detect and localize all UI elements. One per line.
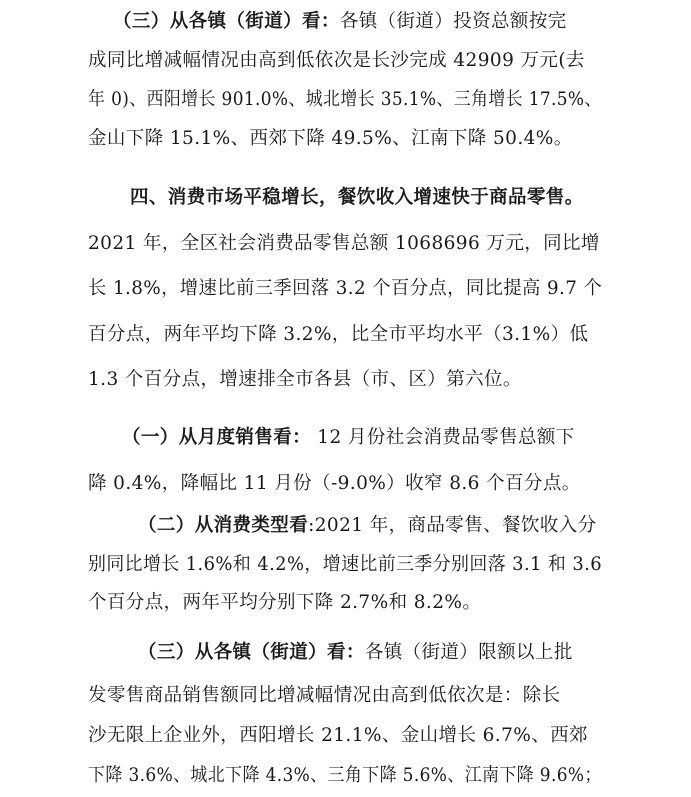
section-heading-4: 四、消费市场平稳增长，餐饮收入增速快于商品零售。 [130,187,584,208]
p6-heading: （三）从各镇（街道）看： [138,642,365,663]
p3-line-4: 1.3 个百分点，增速排全市各县（市、区）第六位。 [88,369,522,390]
p5-line-3: 个百分点，两年平均分别下降 2.7%和 8.2%。 [88,592,482,613]
p3-line-3: 百分点，两年平均下降 3.2%，比全市平均水平（3.1%）低 [88,324,589,345]
p1-line-3: 年 0)、西阳增长 901.0%、城北增长 35.1%、三角增长 17.5%、 [88,89,602,110]
p3-line-1: 2021 年，全区社会消费品零售总额 1068696 万元，同比增 [88,233,600,254]
p1-line-2: 成同比增减幅情况由高到低依次是长沙完成 42909 万元(去 [88,50,585,71]
p6-line-2: 发零售商品销售额同比增减幅情况由高到低依次是：除长 [88,685,561,706]
p6-line-3: 沙无限上企业外，西阳增长 21.1%、金山增长 6.7%、西郊 [88,725,588,746]
p1-line-4: 金山下降 15.1%、西郊下降 49.5%、江南下降 50.4%。 [88,128,573,149]
p6-line-4: 下降 3.6%、城北下降 4.3%、三角下降 5.6%、江南下降 9.6%； [88,765,602,786]
p6-line-1 [138,640,573,666]
p4-line-1 [122,425,575,451]
p3-line-2: 长 1.8%，增速比前三季回落 3.2 个百分点，同比提高 9.7 个 [88,278,603,299]
p1-heading: （三）从各镇（街道）看： [113,11,340,32]
p1-line-1-text: 各镇（街道）投资总额按完 [339,11,567,32]
p4-line-2: 降 0.4%，降幅比 11 月份（-9.0%）收窄 8.6 个百分点。 [88,473,581,494]
p5-line-2: 别同比增长 1.6%和 4.2%，增速比前三季分别回落 3.1 和 3.6 [88,554,603,575]
p5-heading: （二）从消费类型看 [138,515,309,536]
p1-line-1 [113,9,567,35]
p4-heading: （一）从月度销售看： [122,427,312,448]
p4-line-1-text: 12 月份社会消费品零售总额下 [311,427,575,448]
p6-line-1-text: 各镇（街道）限额以上批 [364,642,573,663]
p5-line-1-text: :2021 年，商品零售、餐饮收入分 [308,515,597,536]
p5-line-1 [138,513,597,539]
